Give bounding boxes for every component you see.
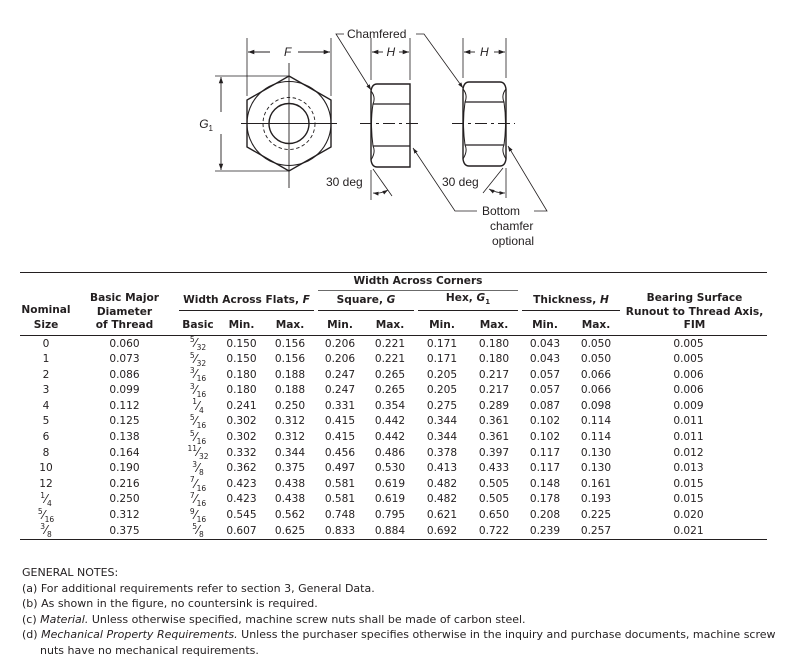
cell-g1-min: 0.171 bbox=[426, 353, 458, 366]
cell-h-max: 0.066 bbox=[580, 368, 612, 381]
cell-major-diameter: 0.060 bbox=[109, 337, 140, 350]
cell-major-diameter: 0.138 bbox=[109, 431, 140, 444]
cell-g1-max: 0.397 bbox=[478, 446, 510, 459]
cell-f-max: 0.250 bbox=[274, 399, 306, 412]
cell-f-min: 0.332 bbox=[226, 446, 257, 459]
cell-h-min: 0.057 bbox=[529, 368, 561, 381]
table-row bbox=[20, 445, 767, 461]
cell-major-diameter: 0.086 bbox=[109, 368, 140, 381]
cell-h-max: 0.114 bbox=[580, 415, 612, 428]
cell-f-min: 0.241 bbox=[226, 399, 257, 412]
cell-h-min: 0.057 bbox=[529, 384, 561, 397]
note-marker: (c) bbox=[22, 612, 37, 626]
cell-fim: 0.011 bbox=[673, 415, 704, 428]
cell-h-max: 0.098 bbox=[580, 399, 612, 412]
fraction: $^5⁄_8$ bbox=[192, 522, 204, 540]
fraction: $^7⁄_{16}$ bbox=[189, 475, 207, 493]
cell-g1-max: 0.361 bbox=[478, 431, 510, 444]
header-g-min: Min. bbox=[327, 319, 353, 332]
cell-h-max: 0.193 bbox=[580, 493, 612, 506]
cell-g-max: 0.221 bbox=[374, 337, 406, 350]
header-h-min: Min. bbox=[532, 319, 558, 332]
cell-h-min: 0.043 bbox=[529, 353, 561, 366]
cell-nominal-size: 10 bbox=[39, 462, 53, 475]
cell-g-max: 0.442 bbox=[374, 415, 406, 428]
header-f-max: Max. bbox=[275, 319, 305, 332]
cell-f-basic bbox=[177, 336, 219, 352]
cell-g-min: 0.833 bbox=[316, 523, 364, 539]
cell-g1-max: 0.180 bbox=[478, 337, 510, 350]
cell-fim: 0.015 bbox=[673, 493, 704, 506]
table-body bbox=[20, 336, 767, 539]
cell-fim: 0.012 bbox=[673, 446, 704, 459]
cell-f-min: 0.545 bbox=[226, 509, 257, 522]
fraction: $^9⁄_{16}$ bbox=[189, 506, 207, 524]
cell-g-max: 0.354 bbox=[374, 399, 406, 412]
cell-f-basic bbox=[177, 383, 219, 399]
table-row bbox=[20, 461, 767, 477]
cell-f-min: 0.150 bbox=[226, 353, 257, 366]
cell-f-min: 0.180 bbox=[226, 368, 257, 381]
cell-g1-min: 0.205 bbox=[426, 368, 458, 381]
cell-nominal-size: 3 bbox=[42, 384, 50, 397]
cell-g1-max: 0.289 bbox=[478, 399, 510, 412]
note-text: As shown in the figure, no countersink is required. bbox=[41, 597, 318, 610]
cell-h-max: 0.050 bbox=[580, 337, 612, 350]
cell-h-min: 0.178 bbox=[529, 493, 561, 506]
cell-f-basic bbox=[177, 398, 219, 414]
note-marker: (a) bbox=[22, 581, 38, 595]
cell-h-min: 0.087 bbox=[529, 399, 561, 412]
header-major-diameter: Basic Major Diameter of Thread bbox=[90, 292, 159, 332]
cell-g1-min: 0.413 bbox=[426, 462, 458, 475]
table-row bbox=[20, 430, 767, 446]
cell-major-diameter: 0.312 bbox=[109, 509, 140, 522]
header-h-max: Max. bbox=[581, 319, 611, 332]
cell-g-max: 0.486 bbox=[374, 446, 406, 459]
note-item bbox=[22, 581, 782, 597]
cell-f-max: 0.156 bbox=[274, 337, 306, 350]
cell-g1-min: 0.482 bbox=[426, 493, 458, 506]
cell-g-min: 0.206 bbox=[324, 353, 356, 366]
cell-f-max: 0.188 bbox=[274, 384, 306, 397]
cell-fim: 0.011 bbox=[673, 431, 704, 444]
note-item bbox=[22, 612, 782, 628]
cell-g-min: 0.456 bbox=[324, 446, 356, 459]
cell-g1-max: 0.722 bbox=[468, 523, 520, 539]
table-row bbox=[20, 523, 767, 539]
cell-g-max: 0.265 bbox=[374, 368, 406, 381]
cell-f-min: 0.302 bbox=[226, 415, 257, 428]
fraction: $^3⁄_8$ bbox=[40, 522, 52, 540]
cell-f-basic bbox=[177, 476, 219, 492]
cell-h-max: 0.114 bbox=[580, 431, 612, 444]
fraction: $^5⁄_{16}$ bbox=[189, 412, 207, 431]
chamfered-leader-right bbox=[416, 34, 463, 88]
cell-nominal-size: 8 bbox=[42, 446, 50, 459]
cell-g1-min: 0.621 bbox=[426, 509, 458, 522]
cell-f-basic bbox=[177, 492, 219, 508]
cell-fim: 0.006 bbox=[673, 368, 704, 381]
cell-h-min: 0.117 bbox=[529, 462, 561, 475]
table-row bbox=[20, 367, 767, 383]
cell-major-diameter: 0.099 bbox=[109, 384, 140, 397]
fraction: $^5⁄_{32}$ bbox=[189, 350, 207, 368]
cell-g1-max: 0.180 bbox=[478, 353, 510, 366]
note-text: For additional requirements refer to section 3, General Data. bbox=[40, 581, 375, 595]
cell-g-max: 0.619 bbox=[374, 493, 406, 506]
front-view bbox=[215, 38, 337, 188]
cell-g-max: 0.442 bbox=[374, 431, 406, 444]
cell-h-min: 0.102 bbox=[529, 431, 561, 444]
fraction: $^{11}⁄_{32}$ bbox=[187, 444, 209, 462]
cell-f-min: 0.423 bbox=[226, 477, 257, 490]
fraction: $^5⁄_{16}$ bbox=[37, 506, 55, 524]
fraction: $^3⁄_8$ bbox=[192, 459, 204, 478]
label-bottom-chamfer-2: chamfer bbox=[490, 219, 534, 233]
cell-g1-max: 0.650 bbox=[478, 509, 510, 522]
table-row bbox=[20, 508, 767, 524]
cell-g-min: 0.247 bbox=[324, 384, 356, 397]
table-row bbox=[20, 383, 767, 399]
label-f: F bbox=[284, 45, 292, 59]
label-g1: $G_1$ bbox=[199, 117, 213, 133]
fraction: $^3⁄_{16}$ bbox=[189, 381, 207, 400]
cell-nominal-size bbox=[20, 492, 72, 508]
cell-f-max: 0.438 bbox=[274, 493, 306, 506]
cell-g-max: 0.265 bbox=[374, 384, 406, 397]
cell-h-min: 0.102 bbox=[529, 415, 561, 428]
cell-fim: 0.006 bbox=[673, 384, 704, 397]
cell-nominal-size: 1 bbox=[42, 353, 50, 366]
header-nominal-size: Nominal Size bbox=[21, 303, 71, 332]
cell-f-max: 0.375 bbox=[274, 462, 306, 475]
cell-f-basic bbox=[177, 461, 219, 477]
cell-major-diameter: 0.216 bbox=[109, 477, 140, 490]
hex-nut-drawing bbox=[0, 0, 790, 262]
cell-f-min: 0.607 bbox=[219, 523, 264, 539]
cell-f-basic bbox=[177, 414, 219, 430]
label-h-right: H bbox=[480, 45, 489, 59]
cell-fim: 0.020 bbox=[673, 509, 704, 522]
label-bottom-chamfer-3: optional bbox=[492, 234, 535, 248]
table-row bbox=[20, 492, 767, 508]
cell-f-max: 0.156 bbox=[274, 353, 306, 366]
cell-h-min: 0.043 bbox=[529, 337, 561, 350]
cell-h-max: 0.130 bbox=[580, 446, 612, 459]
table-row bbox=[20, 336, 767, 352]
cell-g-min: 0.415 bbox=[324, 415, 356, 428]
label-angle-left: 30 deg bbox=[326, 175, 363, 189]
cell-nominal-size: 6 bbox=[42, 431, 50, 444]
cell-g1-max: 0.361 bbox=[478, 415, 510, 428]
cell-f-max: 0.312 bbox=[274, 431, 306, 444]
header-runout-fim: Bearing Surface Runout to Thread Axis, FIM bbox=[625, 292, 764, 332]
cell-h-min: 0.117 bbox=[529, 446, 561, 459]
cell-f-basic bbox=[177, 508, 219, 524]
fraction: $^1⁄_4$ bbox=[40, 490, 52, 509]
cell-f-max: 0.188 bbox=[274, 368, 306, 381]
header-f-basic: Basic bbox=[182, 319, 214, 332]
cell-g-max: 0.530 bbox=[374, 462, 406, 475]
table-row bbox=[20, 476, 767, 492]
cell-g-min: 0.415 bbox=[324, 431, 356, 444]
side-view-single-chamfer bbox=[371, 38, 410, 200]
fraction: $^1⁄_4$ bbox=[192, 397, 204, 415]
cell-major-diameter: 0.125 bbox=[109, 415, 140, 428]
cell-g-max: 0.619 bbox=[374, 477, 406, 490]
side-view-double-chamfer bbox=[463, 38, 506, 198]
cell-h-max: 0.066 bbox=[580, 384, 612, 397]
cell-f-max: 0.562 bbox=[274, 509, 306, 522]
cell-g-min: 0.247 bbox=[324, 368, 356, 381]
header-f-min: Min. bbox=[228, 319, 255, 332]
cell-g1-min: 0.205 bbox=[426, 384, 458, 397]
cell-h-max: 0.161 bbox=[580, 477, 612, 490]
header-g1-max: Max. bbox=[479, 319, 509, 332]
cell-g-min: 0.331 bbox=[324, 399, 356, 412]
cell-f-basic bbox=[177, 445, 219, 461]
cell-major-diameter: 0.250 bbox=[109, 493, 140, 506]
cell-major-diameter: 0.190 bbox=[109, 462, 140, 475]
cell-nominal-size: 12 bbox=[39, 477, 53, 490]
fraction: $^3⁄_{16}$ bbox=[189, 366, 207, 384]
cell-g1-min: 0.378 bbox=[426, 446, 458, 459]
cell-f-max: 0.312 bbox=[274, 415, 306, 428]
header-width-across-flats: Width Across Flats, F bbox=[177, 291, 316, 311]
cell-major-diameter: 0.073 bbox=[109, 353, 140, 366]
label-angle-right: 30 deg bbox=[442, 175, 479, 189]
cell-fim: 0.005 bbox=[673, 353, 704, 366]
cell-f-max: 0.438 bbox=[274, 477, 306, 490]
cell-major-diameter: 0.164 bbox=[109, 446, 140, 459]
table-row bbox=[20, 352, 767, 368]
cell-g1-max: 0.217 bbox=[478, 368, 510, 381]
cell-f-max: 0.625 bbox=[264, 523, 316, 539]
cell-g-min: 0.497 bbox=[324, 462, 356, 475]
cell-nominal-size: 5 bbox=[42, 415, 50, 428]
cell-h-max: 0.257 bbox=[570, 523, 622, 539]
note-lead: Material. bbox=[40, 612, 89, 626]
cell-h-min: 0.148 bbox=[529, 477, 561, 490]
cell-g1-min: 0.171 bbox=[426, 337, 458, 350]
cell-g1-max: 0.217 bbox=[478, 384, 510, 397]
cell-f-basic bbox=[177, 523, 219, 539]
note-lead: Mechanical Property Requirements. bbox=[41, 628, 238, 641]
note-text: Unless otherwise specified, machine screw nuts shall be made of carbon steel. bbox=[88, 612, 526, 626]
cell-f-min: 0.362 bbox=[226, 462, 257, 475]
label-h-left: H bbox=[386, 45, 396, 59]
fraction: $^7⁄_{16}$ bbox=[189, 490, 207, 509]
cell-g1-min: 0.344 bbox=[426, 415, 458, 428]
cell-nominal-size bbox=[20, 508, 72, 524]
cell-h-max: 0.130 bbox=[580, 462, 612, 475]
note-marker: (d) bbox=[22, 628, 38, 641]
notes-title: GENERAL NOTES: bbox=[22, 566, 119, 579]
cell-h-max: 0.225 bbox=[580, 509, 612, 522]
cell-fim: 0.009 bbox=[673, 399, 704, 412]
cell-g1-max: 0.505 bbox=[478, 493, 510, 506]
header-thickness: Thickness, H bbox=[520, 291, 622, 311]
cell-f-min: 0.150 bbox=[226, 337, 257, 350]
cell-nominal-size: 2 bbox=[42, 368, 50, 381]
cell-g-max: 0.221 bbox=[374, 353, 406, 366]
cell-h-min: 0.239 bbox=[520, 523, 570, 539]
header-width-across-corners: Width Across Corners bbox=[316, 273, 520, 292]
cell-g-min: 0.206 bbox=[324, 337, 356, 350]
cell-f-max: 0.344 bbox=[274, 446, 306, 459]
cell-major-diameter: 0.112 bbox=[109, 399, 140, 412]
chamfered-leader-left bbox=[336, 34, 371, 90]
cell-nominal-size: 4 bbox=[42, 399, 50, 412]
cell-fim: 0.015 bbox=[673, 477, 704, 490]
bottom-chamfer-leader-right bbox=[508, 146, 547, 211]
note-item bbox=[22, 596, 782, 612]
header-g-max: Max. bbox=[375, 319, 405, 332]
general-notes bbox=[22, 565, 782, 658]
cell-fim: 0.013 bbox=[673, 462, 704, 475]
header-g1-min: Min. bbox=[429, 319, 455, 332]
cell-f-min: 0.180 bbox=[226, 384, 257, 397]
cell-f-min: 0.302 bbox=[226, 431, 257, 444]
cell-g1-max: 0.505 bbox=[478, 477, 510, 490]
fraction: $^5⁄_{32}$ bbox=[189, 334, 207, 353]
cell-g1-min: 0.482 bbox=[426, 477, 458, 490]
note-item bbox=[22, 627, 782, 658]
cell-h-max: 0.050 bbox=[580, 353, 612, 366]
cell-fim: 0.021 bbox=[622, 523, 767, 539]
cell-g-min: 0.581 bbox=[324, 477, 356, 490]
cell-g1-max: 0.433 bbox=[478, 462, 510, 475]
label-bottom-chamfer-1: Bottom bbox=[482, 204, 521, 218]
cell-h-min: 0.208 bbox=[529, 509, 561, 522]
note-text: Unless the purchaser specifies otherwise in the inquiry and purchase documents, machine screw nuts have no mechanical requirements. bbox=[40, 628, 776, 657]
cell-g1-min: 0.344 bbox=[426, 431, 458, 444]
table-row bbox=[20, 414, 767, 430]
cell-f-basic bbox=[177, 367, 219, 383]
header-hex: Hex, $G_1$ bbox=[416, 291, 520, 311]
fraction: $^5⁄_{16}$ bbox=[189, 428, 207, 446]
label-chamfered: Chamfered bbox=[347, 27, 407, 41]
cell-f-min: 0.423 bbox=[226, 493, 257, 506]
cell-nominal-size: 0 bbox=[42, 337, 50, 350]
cell-g-max: 0.795 bbox=[374, 509, 406, 522]
cell-g1-min: 0.692 bbox=[416, 523, 468, 539]
cell-g-min: 0.748 bbox=[324, 509, 356, 522]
cell-fim: 0.005 bbox=[673, 337, 704, 350]
header-square: Square, G bbox=[316, 291, 416, 311]
cell-g-max: 0.884 bbox=[364, 523, 416, 539]
cell-f-basic bbox=[177, 430, 219, 446]
cell-major-diameter: 0.375 bbox=[72, 523, 177, 539]
note-marker: (b) bbox=[22, 597, 38, 610]
nut-dimensions-table bbox=[20, 272, 767, 540]
table-row bbox=[20, 398, 767, 414]
cell-nominal-size bbox=[20, 523, 72, 539]
cell-g-min: 0.581 bbox=[324, 493, 356, 506]
cell-f-basic bbox=[177, 352, 219, 368]
cell-g1-min: 0.275 bbox=[426, 399, 458, 412]
